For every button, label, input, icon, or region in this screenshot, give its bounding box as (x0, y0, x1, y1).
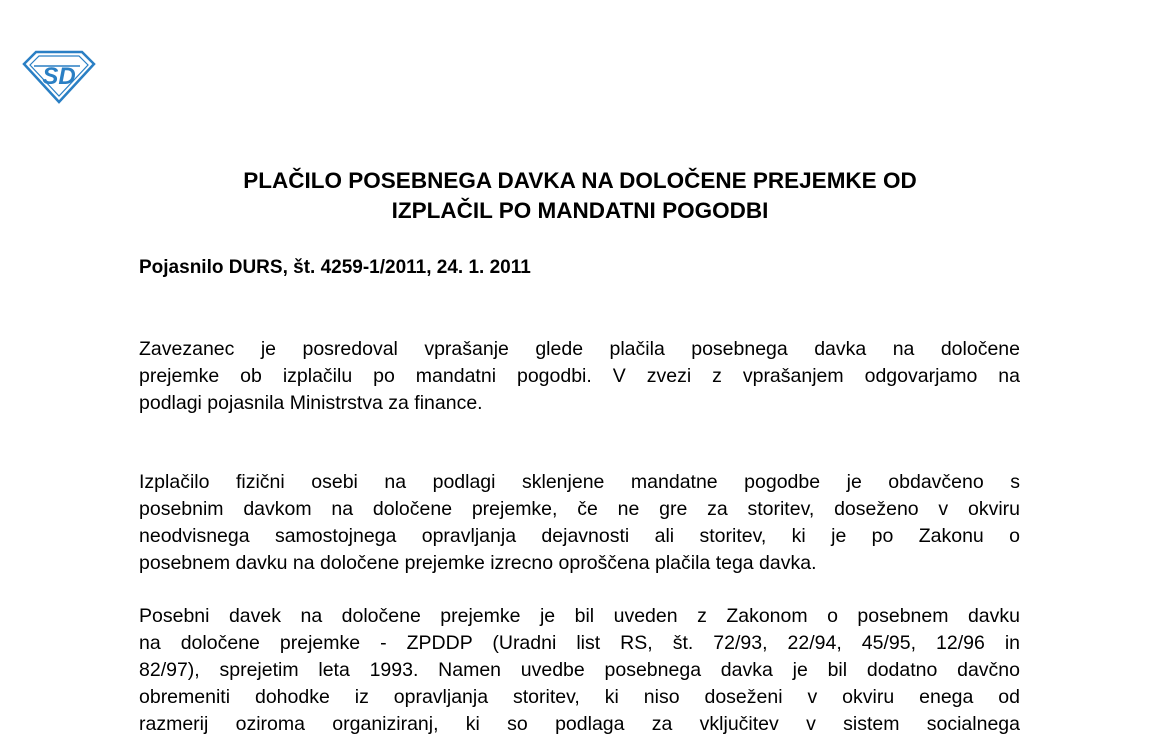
text-line: Zavezanec je posredoval vprašanje glede plačila posebnega davka na določene (139, 338, 1020, 360)
text-line: podlagi pojasnila Ministrstva za finance. (139, 392, 483, 414)
paragraph-history (139, 603, 1020, 738)
document-reference: Pojasnilo DURS, št. 4259-1/2011, 24. 1. 2011 (139, 257, 531, 278)
title-line: IZPLAČIL PO MANDATNI POGODBI (391, 198, 769, 223)
text-line: prejemke ob izplačilu po mandatni pogodbi. V zvezi z vprašanjem odgovarjamo na (139, 365, 1020, 387)
paragraph-intro (139, 336, 1020, 417)
text-line: razmerij oziroma organiziranj, ki so podlaga za vključitev v sistem socialnega (139, 713, 1020, 735)
page-title (130, 166, 1030, 226)
text-line: Izplačilo fizični osebi na podlagi sklenjene mandatne pogodbe je obdavčeno s (139, 471, 1020, 493)
text-line: 82/97), sprejetim leta 1993. Namen uvedbe posebnega davka je bil dodatno davčno (139, 659, 1020, 681)
paragraph-taxation (139, 469, 1020, 577)
text-line: Posebni davek na določene prejemke je bil uveden z Zakonom o posebnem davku (139, 605, 1020, 627)
title-line: PLAČILO POSEBNEGA DAVKA NA DOLOČENE PREJEMKE OD (243, 168, 917, 193)
text-line: na določene prejemke - ZPDDP (Uradni list RS, št. 72/93, 22/94, 45/95, 12/96 in (139, 632, 1020, 654)
text-line: obremeniti dohodke iz opravljanja storitev, ki niso doseženi v okviru enega od (139, 686, 1020, 708)
text-line: posebnem davku na določene prejemke izrecno oproščena plačila tega davka. (139, 552, 817, 574)
company-logo (22, 50, 96, 104)
text-line: posebnim davkom na določene prejemke, če ne gre za storitev, doseženo v okviru (139, 498, 1020, 520)
logo-text: SD (42, 63, 76, 90)
text-line: neodvisnega samostojnega opravljanja dejavnosti ali storitev, ki je po Zakonu o (139, 525, 1020, 547)
